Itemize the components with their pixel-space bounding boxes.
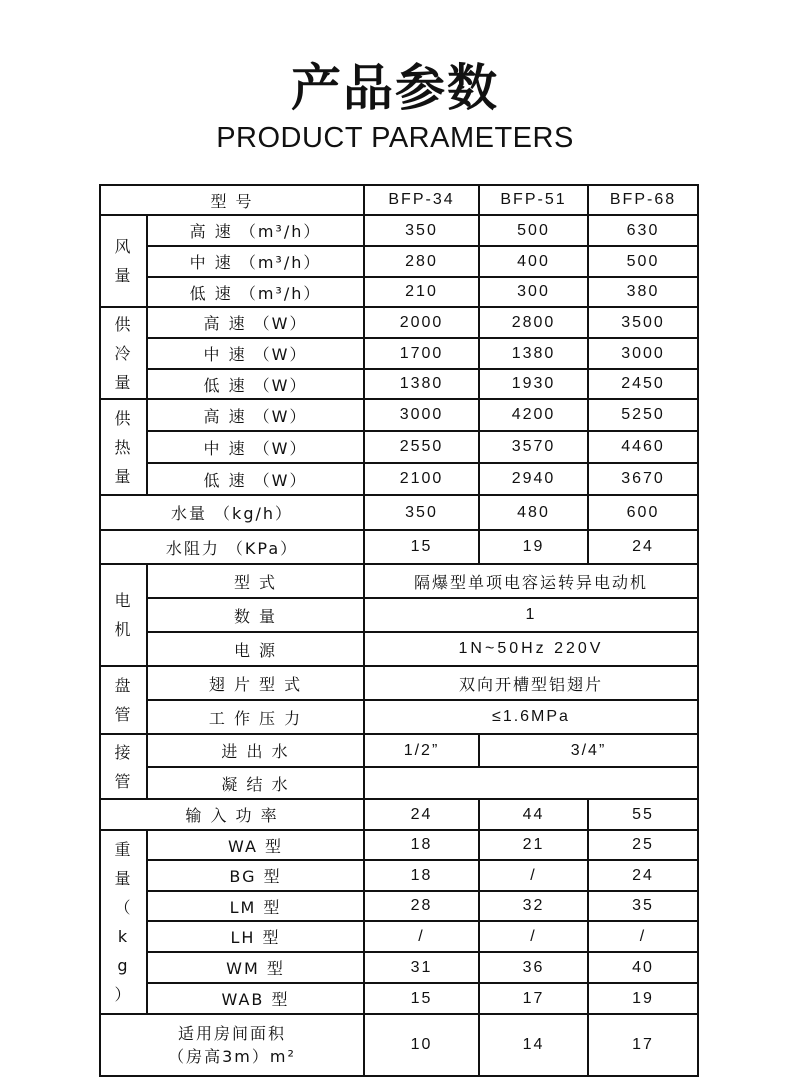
cell-value: 2550 [364, 431, 479, 463]
water-resistance-label: 水阻力 （KPa） [100, 530, 364, 564]
cell-value: 2800 [479, 307, 588, 338]
row-label: WAB 型 [147, 983, 364, 1014]
cell-value: 24 [364, 799, 479, 830]
cell-value: 4460 [588, 431, 698, 463]
coil-group-label: 盘 管 [100, 666, 147, 734]
page-title-en: PRODUCT PARAMETERS [216, 122, 574, 154]
row-label: 凝 结 水 [147, 767, 364, 799]
table-row [100, 277, 698, 307]
table-row [100, 564, 698, 598]
pipe-group-label: 接 管 [100, 734, 147, 799]
table-row [100, 338, 698, 369]
motor-power-value: 1N~50Hz 220V [364, 632, 698, 666]
parameters-table [99, 184, 699, 1077]
table-row [100, 983, 698, 1014]
row-label: 高 速 （m³/h） [147, 215, 364, 246]
cell-value: 15 [364, 530, 479, 564]
cell-value: 17 [588, 1014, 698, 1076]
cell-value: 28 [364, 891, 479, 921]
cell-value: 350 [364, 215, 479, 246]
coil-pressure-value: ≤1.6MPa [364, 700, 698, 734]
cell-value: / [364, 921, 479, 952]
cell-value: 400 [479, 246, 588, 277]
table-row [100, 734, 698, 767]
cell-value: 1700 [364, 338, 479, 369]
table-row [100, 1014, 698, 1076]
row-label: 中 速 （W） [147, 338, 364, 369]
page-title-cn: 产品参数 [291, 59, 499, 117]
heating-group-label: 供 热 量 [100, 399, 147, 495]
cell-value: 1930 [479, 369, 588, 399]
model-name: BFP-34 [364, 185, 479, 215]
cell-value: 31 [364, 952, 479, 983]
model-name: BFP-51 [479, 185, 588, 215]
cell-value: 210 [364, 277, 479, 307]
cell-value: 3000 [364, 399, 479, 431]
row-label: 电 源 [147, 632, 364, 666]
table-row [100, 632, 698, 666]
table-row [100, 495, 698, 530]
table-row [100, 598, 698, 632]
row-label: 高 速 （W） [147, 399, 364, 431]
cell-value: 2100 [364, 463, 479, 495]
table-row [100, 700, 698, 734]
table-row [100, 463, 698, 495]
row-label: 翅 片 型 式 [147, 666, 364, 700]
cell-value: 600 [588, 495, 698, 530]
motor-group-label: 电 机 [100, 564, 147, 666]
motor-type-value: 隔爆型单项电容运转异电动机 [364, 564, 698, 598]
model-name: BFP-68 [588, 185, 698, 215]
row-label: LM 型 [147, 891, 364, 921]
condensate-value [364, 767, 698, 799]
row-label: 高 速 （W） [147, 307, 364, 338]
cell-value: 5250 [588, 399, 698, 431]
cell-value: 55 [588, 799, 698, 830]
row-label: 数 量 [147, 598, 364, 632]
row-label: 低 速 （W） [147, 369, 364, 399]
cell-value: 3570 [479, 431, 588, 463]
coil-fin-value: 双向开槽型铝翅片 [364, 666, 698, 700]
cell-value: 21 [479, 830, 588, 860]
cell-value: 44 [479, 799, 588, 830]
cell-value: 1/2” [364, 734, 479, 767]
table-row [100, 307, 698, 338]
cell-value: 480 [479, 495, 588, 530]
cell-value: 10 [364, 1014, 479, 1076]
table-row [100, 830, 698, 860]
cell-value: 380 [588, 277, 698, 307]
table-row [100, 860, 698, 891]
cell-value: 35 [588, 891, 698, 921]
cell-value: 2940 [479, 463, 588, 495]
cell-value: 40 [588, 952, 698, 983]
cell-value: 500 [479, 215, 588, 246]
row-label: 进 出 水 [147, 734, 364, 767]
cell-value: 19 [588, 983, 698, 1014]
table-row [100, 431, 698, 463]
table-row [100, 530, 698, 564]
cell-value: 25 [588, 830, 698, 860]
cell-value: 500 [588, 246, 698, 277]
cell-value: 17 [479, 983, 588, 1014]
model-row [100, 185, 698, 215]
cell-value: 1380 [364, 369, 479, 399]
cell-value: 2000 [364, 307, 479, 338]
cell-value: / [479, 921, 588, 952]
cell-value: 15 [364, 983, 479, 1014]
cell-value: 3500 [588, 307, 698, 338]
row-label: 中 速 （m³/h） [147, 246, 364, 277]
cell-value: 350 [364, 495, 479, 530]
motor-qty-value: 1 [364, 598, 698, 632]
cooling-group-label: 供 冷 量 [100, 307, 147, 399]
cell-value: 18 [364, 860, 479, 891]
row-label: 低 速 （W） [147, 463, 364, 495]
cell-value: 300 [479, 277, 588, 307]
table-row [100, 369, 698, 399]
table-row [100, 215, 698, 246]
row-label: LH 型 [147, 921, 364, 952]
cell-value: 3000 [588, 338, 698, 369]
cell-value: 24 [588, 530, 698, 564]
table-row [100, 921, 698, 952]
table-row [100, 891, 698, 921]
table-row [100, 399, 698, 431]
input-power-label: 输 入 功 率 [100, 799, 364, 830]
table-row [100, 767, 698, 799]
cell-value: 3670 [588, 463, 698, 495]
cell-value: 36 [479, 952, 588, 983]
cell-value: / [588, 921, 698, 952]
row-label: 工 作 压 力 [147, 700, 364, 734]
table-row [100, 799, 698, 830]
row-label: 中 速 （W） [147, 431, 364, 463]
row-label: BG 型 [147, 860, 364, 891]
cell-value: 32 [479, 891, 588, 921]
cell-value: 280 [364, 246, 479, 277]
cell-value: 2450 [588, 369, 698, 399]
room-area-label: 适用房间面积 （房高3m）m² [100, 1014, 364, 1076]
cell-value: 19 [479, 530, 588, 564]
cell-value: 18 [364, 830, 479, 860]
cell-value: / [479, 860, 588, 891]
cell-value: 4200 [479, 399, 588, 431]
row-label: WA 型 [147, 830, 364, 860]
table-row [100, 666, 698, 700]
row-label: 低 速 （m³/h） [147, 277, 364, 307]
row-label: 型 式 [147, 564, 364, 598]
water-flow-label: 水量 （kg/h） [100, 495, 364, 530]
cell-value: 14 [479, 1014, 588, 1076]
weight-group-label: 重 量 （ k g ） [100, 830, 147, 1014]
cell-value: 3/4” [479, 734, 698, 767]
cell-value: 24 [588, 860, 698, 891]
table-row [100, 246, 698, 277]
table-row [100, 952, 698, 983]
row-label: WM 型 [147, 952, 364, 983]
cell-value: 630 [588, 215, 698, 246]
cell-value: 1380 [479, 338, 588, 369]
airflow-group-label: 风 量 [100, 215, 147, 307]
model-label: 型 号 [100, 185, 364, 215]
